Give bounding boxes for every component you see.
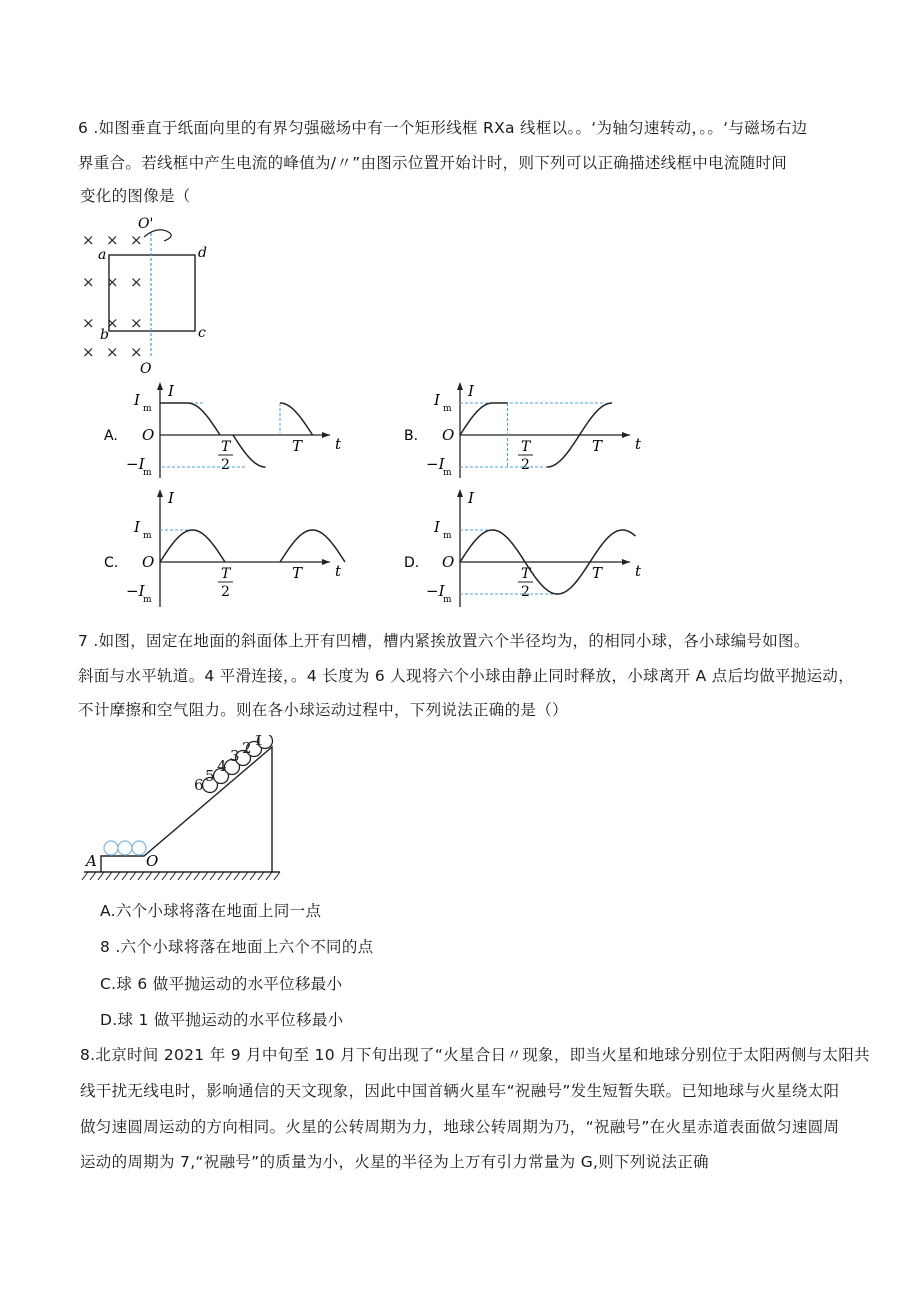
svg-text:×: × bbox=[106, 343, 119, 361]
period-label: T bbox=[592, 437, 603, 455]
svg-text:×: × bbox=[106, 231, 119, 249]
im-label: I bbox=[434, 391, 440, 409]
i-axis-arrow-icon bbox=[157, 382, 163, 390]
q8-line-2: 线干扰无线电时，影响通信的天文现象，因此中国首辆火星车“祝融号”发生短暂失联。已知地球与火星绕太阳 bbox=[80, 1082, 840, 1100]
q7-option-c: C.球 6 做平抛运动的水平位移最小 bbox=[100, 975, 343, 993]
half-period-numerator: T bbox=[221, 566, 231, 582]
q7-line-1: 7 .如图，固定在地面的斜面体上开有凹槽，槽内紧挨放置六个半径均为，的相同小球，各小球编号如图。 bbox=[78, 632, 810, 650]
t-axis-arrow-icon bbox=[622, 559, 630, 565]
i-axis-label: I bbox=[468, 382, 474, 400]
half-period-denominator: 2 bbox=[521, 457, 530, 473]
neg-im-label: −I bbox=[126, 455, 145, 473]
im-subscript: m bbox=[443, 404, 452, 414]
svg-text:×: × bbox=[106, 314, 119, 332]
svg-text:5: 5 bbox=[205, 767, 215, 785]
svg-text:×: × bbox=[82, 273, 95, 291]
i-axis-arrow-icon bbox=[157, 489, 163, 497]
option-label: A. bbox=[104, 428, 118, 444]
neg-im-subscript: m bbox=[143, 595, 152, 605]
platform-and-incline bbox=[101, 747, 272, 872]
i-axis-label: I bbox=[168, 489, 174, 507]
svg-text:×: × bbox=[106, 273, 119, 291]
q7-option-d: D.球 1 做平抛运动的水平位移最小 bbox=[100, 1011, 344, 1029]
svg-text:A: A bbox=[86, 852, 97, 870]
q7-option-b: 8 .六个小球将落在地面上六个不同的点 bbox=[100, 938, 374, 956]
coil-rectangle bbox=[109, 255, 195, 331]
svg-text:×: × bbox=[82, 314, 95, 332]
option-d-graph bbox=[400, 485, 650, 610]
q8-line-3: 做匀速圆周运动的方向相同。火星的公转周期为力，地球公转周期为乃，“祝融号”在火星赤道表面做匀速圆周 bbox=[80, 1118, 840, 1136]
half-period-numerator: T bbox=[521, 566, 531, 582]
i-axis-label: I bbox=[468, 489, 474, 507]
q7-option-a: A.六个小球将落在地面上同一点 bbox=[100, 902, 322, 920]
svg-text:O: O bbox=[140, 361, 152, 375]
neg-im-subscript: m bbox=[143, 468, 152, 478]
svg-text:b: b bbox=[100, 327, 109, 343]
q6-line-2: 界重合。若线框中产生电流的峰值为/〃”由图示位置开始计时，则下列可以正确描述线框中电流随时间 bbox=[78, 154, 788, 172]
svg-text:c: c bbox=[198, 325, 206, 341]
origin-label: O bbox=[142, 553, 155, 571]
platform-balls bbox=[104, 841, 146, 855]
neg-im-subscript: m bbox=[443, 468, 452, 478]
svg-text:2: 2 bbox=[242, 739, 252, 757]
t-axis-label: t bbox=[335, 435, 342, 453]
origin-label: O bbox=[142, 426, 155, 444]
im-subscript: m bbox=[443, 531, 452, 541]
q8-line-1: 8.北京时间 2021 年 9 月中旬至 10 月下旬出现了“火星合日〃现象，即当火星和地球分别位于太阳两侧与太阳共 bbox=[80, 1046, 870, 1064]
i-axis-arrow-icon bbox=[457, 382, 463, 390]
neg-im-label: −I bbox=[126, 582, 145, 600]
origin-label: O bbox=[442, 426, 455, 444]
option-label: B. bbox=[404, 428, 419, 444]
im-label: I bbox=[134, 391, 140, 409]
svg-text:×: × bbox=[130, 273, 143, 291]
current-curve bbox=[160, 530, 345, 562]
half-period-denominator: 2 bbox=[521, 584, 530, 600]
q8-line-4: 运动的周期为 7,“祝融号”的质量为小，火星的半径为上万有引力常量为 G,则下列说法正确 bbox=[80, 1153, 709, 1171]
im-label: I bbox=[134, 518, 140, 536]
t-axis-arrow-icon bbox=[622, 432, 630, 438]
svg-text:O: O bbox=[146, 852, 159, 870]
magnetic-field-crosses bbox=[82, 231, 143, 361]
svg-text:×: × bbox=[130, 231, 143, 249]
option-label: C. bbox=[104, 555, 119, 571]
im-label: I bbox=[434, 518, 440, 536]
half-period-numerator: T bbox=[521, 439, 531, 455]
im-subscript: m bbox=[143, 531, 152, 541]
period-label: T bbox=[292, 437, 303, 455]
option-b-graph bbox=[400, 378, 650, 478]
option-a-graph bbox=[100, 378, 350, 478]
period-label: T bbox=[592, 564, 603, 582]
half-period-denominator: 2 bbox=[221, 457, 230, 473]
q7-line-2: 斜面与水平轨道。4 平滑连接，。4 长度为 6 人现将六个小球由静止同时释放，小球离开 A 点后均做平抛运动， bbox=[78, 667, 855, 685]
t-axis-arrow-icon bbox=[322, 432, 330, 438]
t-axis-arrow-icon bbox=[322, 559, 330, 565]
im-subscript: m bbox=[143, 404, 152, 414]
svg-text:a: a bbox=[98, 247, 107, 263]
svg-text:1: 1 bbox=[254, 735, 264, 749]
i-axis-label: I bbox=[168, 382, 174, 400]
svg-text:d: d bbox=[198, 245, 207, 261]
origin-label: O bbox=[442, 553, 455, 571]
q7-incline-figure bbox=[80, 735, 290, 885]
neg-im-label: −I bbox=[426, 455, 445, 473]
i-axis-arrow-icon bbox=[457, 489, 463, 497]
svg-text:×: × bbox=[130, 314, 143, 332]
option-label: D. bbox=[404, 555, 420, 571]
half-period-numerator: T bbox=[221, 439, 231, 455]
q6-coil-figure bbox=[78, 215, 218, 375]
neg-im-subscript: m bbox=[443, 595, 452, 605]
svg-text:×: × bbox=[130, 343, 143, 361]
option-c-graph bbox=[100, 485, 350, 610]
period-label: T bbox=[292, 564, 303, 582]
svg-text:4: 4 bbox=[217, 757, 227, 775]
t-axis-label: t bbox=[635, 435, 642, 453]
svg-text:O': O' bbox=[138, 216, 154, 232]
t-axis-label: t bbox=[335, 562, 342, 580]
svg-text:3: 3 bbox=[230, 747, 240, 765]
q6-line-1: 6 .如图垂直于纸面向里的有界匀强磁场中有一个矩形线框 RXa 线框以。。‘为轴匀速转动，。。‘与磁场右边 bbox=[78, 119, 808, 137]
q7-line-3: 不计摩擦和空气阻力。则在各小球运动过程中，下列说法正确的是（） bbox=[78, 701, 568, 719]
t-axis-label: t bbox=[635, 562, 642, 580]
svg-text:×: × bbox=[82, 231, 95, 249]
neg-im-label: −I bbox=[426, 582, 445, 600]
ground-hatching bbox=[82, 872, 280, 880]
q6-line-3: 变化的图像是（ bbox=[80, 187, 191, 205]
svg-text:6: 6 bbox=[194, 776, 204, 794]
svg-text:×: × bbox=[82, 343, 95, 361]
half-period-denominator: 2 bbox=[221, 584, 230, 600]
